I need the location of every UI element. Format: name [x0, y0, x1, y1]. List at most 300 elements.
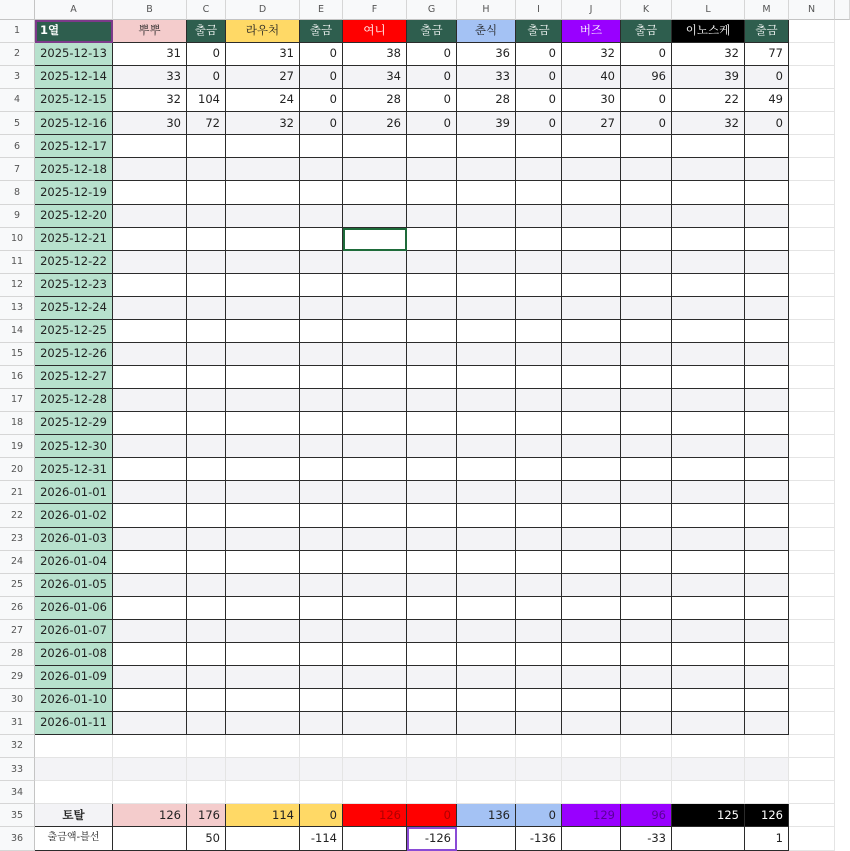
data-cell[interactable]: 0	[621, 89, 672, 112]
data-cell[interactable]	[562, 228, 621, 251]
data-cell[interactable]	[407, 412, 457, 435]
data-cell[interactable]	[789, 43, 835, 66]
data-cell[interactable]	[343, 712, 407, 735]
data-cell[interactable]	[789, 504, 835, 527]
data-cell[interactable]	[745, 274, 789, 297]
empty-cell[interactable]	[457, 758, 516, 781]
data-cell[interactable]	[113, 297, 187, 320]
data-cell[interactable]	[187, 551, 226, 574]
row-header-14[interactable]: 14	[0, 320, 35, 343]
row-header-33[interactable]: 33	[0, 758, 35, 781]
data-cell[interactable]: 40	[562, 66, 621, 89]
row-header-16[interactable]: 16	[0, 366, 35, 389]
total-cell[interactable]: 176	[187, 804, 226, 827]
date-cell[interactable]: 2025-12-24	[35, 297, 113, 320]
data-cell[interactable]	[113, 551, 187, 574]
data-cell[interactable]	[789, 666, 835, 689]
data-cell[interactable]	[672, 158, 745, 181]
data-cell[interactable]	[457, 597, 516, 620]
data-cell[interactable]	[745, 597, 789, 620]
empty-cell[interactable]	[343, 735, 407, 758]
row-header-7[interactable]: 7	[0, 158, 35, 181]
data-cell[interactable]	[457, 689, 516, 712]
data-cell[interactable]: 32	[562, 43, 621, 66]
row-header-4[interactable]: 4	[0, 89, 35, 112]
header-cell-J[interactable]: 버즈	[562, 20, 621, 43]
data-cell[interactable]	[789, 251, 835, 274]
empty-cell[interactable]	[300, 735, 343, 758]
empty-cell[interactable]	[672, 758, 745, 781]
data-cell[interactable]	[516, 320, 562, 343]
row-header-23[interactable]: 23	[0, 528, 35, 551]
data-cell[interactable]	[457, 504, 516, 527]
data-cell[interactable]: 30	[562, 89, 621, 112]
data-cell[interactable]	[745, 435, 789, 458]
empty-cell[interactable]	[226, 758, 300, 781]
data-cell[interactable]	[672, 228, 745, 251]
data-cell[interactable]	[562, 297, 621, 320]
data-cell[interactable]	[745, 551, 789, 574]
data-cell[interactable]	[621, 689, 672, 712]
date-cell[interactable]: 2025-12-28	[35, 389, 113, 412]
data-cell[interactable]: 28	[343, 89, 407, 112]
data-cell[interactable]	[226, 620, 300, 643]
row-header-27[interactable]: 27	[0, 620, 35, 643]
data-cell[interactable]	[407, 712, 457, 735]
date-cell[interactable]: 2026-01-06	[35, 597, 113, 620]
header-cell-G[interactable]: 출금	[407, 20, 457, 43]
empty-cell[interactable]	[300, 758, 343, 781]
data-cell[interactable]	[407, 205, 457, 228]
data-cell[interactable]: 31	[226, 43, 300, 66]
data-cell[interactable]	[226, 597, 300, 620]
data-cell[interactable]: 32	[226, 112, 300, 135]
data-cell[interactable]	[343, 251, 407, 274]
data-cell[interactable]	[407, 135, 457, 158]
data-cell[interactable]	[457, 481, 516, 504]
empty-cell[interactable]	[457, 781, 516, 804]
data-cell[interactable]	[187, 597, 226, 620]
data-cell[interactable]	[343, 435, 407, 458]
data-cell[interactable]	[187, 297, 226, 320]
empty-cell[interactable]	[407, 758, 457, 781]
data-cell[interactable]	[621, 597, 672, 620]
header-cell-H[interactable]: 춘식	[457, 20, 516, 43]
data-cell[interactable]	[407, 389, 457, 412]
data-cell[interactable]	[300, 435, 343, 458]
data-cell[interactable]	[226, 435, 300, 458]
data-cell[interactable]	[300, 574, 343, 597]
empty-cell[interactable]	[343, 758, 407, 781]
data-cell[interactable]	[516, 528, 562, 551]
data-cell[interactable]	[226, 712, 300, 735]
diff-cell[interactable]: -33	[621, 827, 672, 850]
diff-cell[interactable]: -126	[407, 827, 457, 850]
data-cell[interactable]	[300, 551, 343, 574]
data-cell[interactable]	[672, 504, 745, 527]
data-cell[interactable]	[343, 666, 407, 689]
data-cell[interactable]	[789, 228, 835, 251]
empty-cell[interactable]	[789, 735, 835, 758]
total-cell[interactable]: 126	[745, 804, 789, 827]
data-cell[interactable]	[745, 528, 789, 551]
data-cell[interactable]	[226, 274, 300, 297]
data-cell[interactable]	[113, 689, 187, 712]
empty-cell[interactable]	[187, 735, 226, 758]
data-cell[interactable]	[226, 551, 300, 574]
column-header-B[interactable]: B	[113, 0, 187, 20]
empty-cell[interactable]	[343, 781, 407, 804]
data-cell[interactable]	[745, 181, 789, 204]
row-header-19[interactable]: 19	[0, 435, 35, 458]
column-header-C[interactable]: C	[187, 0, 226, 20]
data-cell[interactable]	[621, 481, 672, 504]
data-cell[interactable]	[562, 643, 621, 666]
data-cell[interactable]	[407, 274, 457, 297]
data-cell[interactable]	[621, 251, 672, 274]
data-cell[interactable]	[789, 458, 835, 481]
data-cell[interactable]	[300, 181, 343, 204]
data-cell[interactable]	[621, 412, 672, 435]
data-cell[interactable]: 0	[516, 66, 562, 89]
data-cell[interactable]	[672, 458, 745, 481]
data-cell[interactable]	[300, 297, 343, 320]
data-cell[interactable]	[672, 528, 745, 551]
date-cell[interactable]: 2025-12-25	[35, 320, 113, 343]
data-cell[interactable]	[226, 643, 300, 666]
data-cell[interactable]	[343, 158, 407, 181]
data-cell[interactable]	[300, 458, 343, 481]
data-cell[interactable]	[621, 574, 672, 597]
row-header-13[interactable]: 13	[0, 297, 35, 320]
column-header-K[interactable]: K	[621, 0, 672, 20]
data-cell[interactable]: 22	[672, 89, 745, 112]
data-cell[interactable]	[300, 251, 343, 274]
date-cell[interactable]: 2025-12-30	[35, 435, 113, 458]
row-header-12[interactable]: 12	[0, 274, 35, 297]
data-cell[interactable]	[343, 389, 407, 412]
total-cell[interactable]: 0	[516, 804, 562, 827]
empty-cell[interactable]	[621, 758, 672, 781]
data-cell[interactable]	[113, 158, 187, 181]
empty-cell[interactable]	[789, 804, 835, 827]
data-cell[interactable]: 26	[343, 112, 407, 135]
date-cell[interactable]: 2025-12-13	[35, 43, 113, 66]
date-cell[interactable]: 2026-01-05	[35, 574, 113, 597]
date-cell[interactable]: 2025-12-18	[35, 158, 113, 181]
data-cell[interactable]	[226, 504, 300, 527]
row-header-22[interactable]: 22	[0, 504, 35, 527]
data-cell[interactable]	[457, 666, 516, 689]
data-cell[interactable]	[457, 435, 516, 458]
data-cell[interactable]	[343, 228, 407, 251]
date-cell[interactable]: 2026-01-11	[35, 712, 113, 735]
data-cell[interactable]	[187, 412, 226, 435]
data-cell[interactable]	[113, 135, 187, 158]
total-cell[interactable]: 0	[300, 804, 343, 827]
empty-cell[interactable]	[300, 781, 343, 804]
data-cell[interactable]	[672, 551, 745, 574]
data-cell[interactable]	[187, 528, 226, 551]
empty-cell[interactable]	[226, 781, 300, 804]
header-cell-M[interactable]: 출금	[745, 20, 789, 43]
data-cell[interactable]: 0	[745, 112, 789, 135]
data-cell[interactable]: 0	[300, 89, 343, 112]
data-cell[interactable]	[621, 435, 672, 458]
data-cell[interactable]	[457, 181, 516, 204]
diff-cell[interactable]	[672, 827, 745, 850]
data-cell[interactable]	[789, 66, 835, 89]
data-cell[interactable]	[407, 181, 457, 204]
empty-cell[interactable]	[562, 758, 621, 781]
data-cell[interactable]	[226, 343, 300, 366]
date-cell[interactable]: 2026-01-10	[35, 689, 113, 712]
diff-cell[interactable]	[343, 827, 407, 850]
row-header-8[interactable]: 8	[0, 181, 35, 204]
data-cell[interactable]	[672, 389, 745, 412]
data-cell[interactable]	[407, 643, 457, 666]
date-cell[interactable]: 2025-12-16	[35, 112, 113, 135]
data-cell[interactable]	[562, 597, 621, 620]
data-cell[interactable]: 0	[621, 43, 672, 66]
data-cell[interactable]: 0	[300, 66, 343, 89]
data-cell[interactable]	[343, 620, 407, 643]
empty-cell[interactable]	[35, 735, 113, 758]
data-cell[interactable]	[745, 158, 789, 181]
empty-cell[interactable]	[745, 781, 789, 804]
select-all-corner[interactable]	[0, 0, 35, 20]
data-cell[interactable]	[745, 712, 789, 735]
data-cell[interactable]	[562, 158, 621, 181]
data-cell[interactable]: 0	[187, 43, 226, 66]
empty-cell[interactable]	[407, 735, 457, 758]
data-cell[interactable]	[621, 528, 672, 551]
data-cell[interactable]	[621, 712, 672, 735]
data-cell[interactable]	[621, 181, 672, 204]
data-cell[interactable]	[300, 620, 343, 643]
empty-cell[interactable]	[35, 758, 113, 781]
data-cell[interactable]	[226, 666, 300, 689]
data-cell[interactable]	[407, 481, 457, 504]
data-cell[interactable]	[562, 181, 621, 204]
row-header-26[interactable]: 26	[0, 597, 35, 620]
data-cell[interactable]	[516, 228, 562, 251]
row-header-5[interactable]: 5	[0, 112, 35, 135]
column-header-E[interactable]: E	[300, 0, 343, 20]
data-cell[interactable]	[113, 597, 187, 620]
total-cell[interactable]: 126	[343, 804, 407, 827]
empty-cell[interactable]	[457, 735, 516, 758]
data-cell[interactable]	[457, 297, 516, 320]
header-cell-L[interactable]: 이노스케	[672, 20, 745, 43]
data-cell[interactable]	[789, 689, 835, 712]
data-cell[interactable]	[457, 158, 516, 181]
date-cell[interactable]: 2026-01-01	[35, 481, 113, 504]
data-cell[interactable]	[300, 504, 343, 527]
total-cell[interactable]: 96	[621, 804, 672, 827]
date-cell[interactable]: 2026-01-07	[35, 620, 113, 643]
data-cell[interactable]	[621, 366, 672, 389]
data-cell[interactable]	[407, 158, 457, 181]
data-cell[interactable]	[407, 435, 457, 458]
data-cell[interactable]: 0	[516, 43, 562, 66]
data-cell[interactable]: 27	[226, 66, 300, 89]
data-cell[interactable]	[621, 389, 672, 412]
data-cell[interactable]	[343, 528, 407, 551]
data-cell[interactable]	[745, 228, 789, 251]
data-cell[interactable]	[113, 205, 187, 228]
data-cell[interactable]	[226, 366, 300, 389]
date-cell[interactable]: 2025-12-14	[35, 66, 113, 89]
data-cell[interactable]	[562, 274, 621, 297]
data-cell[interactable]	[226, 158, 300, 181]
data-cell[interactable]	[672, 135, 745, 158]
data-cell[interactable]: 33	[113, 66, 187, 89]
data-cell[interactable]	[343, 689, 407, 712]
data-cell[interactable]	[516, 574, 562, 597]
data-cell[interactable]	[226, 389, 300, 412]
data-cell[interactable]	[562, 689, 621, 712]
data-cell[interactable]	[187, 158, 226, 181]
data-cell[interactable]: 33	[457, 66, 516, 89]
total-cell[interactable]: 125	[672, 804, 745, 827]
data-cell[interactable]	[113, 643, 187, 666]
data-cell[interactable]	[300, 343, 343, 366]
date-cell[interactable]: 2025-12-23	[35, 274, 113, 297]
data-cell[interactable]	[562, 205, 621, 228]
data-cell[interactable]	[516, 274, 562, 297]
data-cell[interactable]	[300, 320, 343, 343]
data-cell[interactable]	[300, 412, 343, 435]
data-cell[interactable]	[113, 712, 187, 735]
row-header-15[interactable]: 15	[0, 343, 35, 366]
data-cell[interactable]: 38	[343, 43, 407, 66]
data-cell[interactable]	[300, 366, 343, 389]
data-cell[interactable]	[672, 574, 745, 597]
header-cell-B[interactable]: 뿌뿌	[113, 20, 187, 43]
data-cell[interactable]	[562, 504, 621, 527]
data-cell[interactable]	[789, 643, 835, 666]
data-cell[interactable]	[343, 412, 407, 435]
data-cell[interactable]	[113, 620, 187, 643]
data-cell[interactable]: 0	[745, 66, 789, 89]
column-header-I[interactable]: I	[516, 0, 562, 20]
row-header-17[interactable]: 17	[0, 389, 35, 412]
data-cell[interactable]	[187, 205, 226, 228]
data-cell[interactable]	[516, 205, 562, 228]
column-header-F[interactable]: F	[343, 0, 407, 20]
data-cell[interactable]	[672, 689, 745, 712]
data-cell[interactable]	[226, 528, 300, 551]
data-cell[interactable]	[407, 228, 457, 251]
data-cell[interactable]	[407, 551, 457, 574]
data-cell[interactable]	[789, 343, 835, 366]
empty-cell[interactable]	[516, 781, 562, 804]
data-cell[interactable]	[621, 158, 672, 181]
date-cell[interactable]: 2026-01-02	[35, 504, 113, 527]
data-cell[interactable]	[745, 205, 789, 228]
data-cell[interactable]	[672, 643, 745, 666]
data-cell[interactable]	[407, 620, 457, 643]
data-cell[interactable]: 0	[516, 112, 562, 135]
header-cell-A[interactable]: 1열	[35, 20, 113, 43]
data-cell[interactable]	[407, 343, 457, 366]
data-cell[interactable]	[226, 135, 300, 158]
data-cell[interactable]	[516, 343, 562, 366]
data-cell[interactable]	[343, 320, 407, 343]
data-cell[interactable]	[226, 574, 300, 597]
data-cell[interactable]	[457, 712, 516, 735]
data-cell[interactable]	[187, 458, 226, 481]
data-cell[interactable]	[516, 158, 562, 181]
data-cell[interactable]	[113, 181, 187, 204]
data-cell[interactable]	[621, 620, 672, 643]
data-cell[interactable]	[562, 712, 621, 735]
row-header-1[interactable]: 1	[0, 20, 35, 43]
data-cell[interactable]	[562, 620, 621, 643]
data-cell[interactable]	[516, 597, 562, 620]
data-cell[interactable]	[343, 366, 407, 389]
data-cell[interactable]	[300, 158, 343, 181]
total-cell[interactable]: 114	[226, 804, 300, 827]
data-cell[interactable]: 0	[407, 66, 457, 89]
data-cell[interactable]	[113, 528, 187, 551]
data-cell[interactable]	[789, 574, 835, 597]
data-cell[interactable]	[789, 389, 835, 412]
data-cell[interactable]	[343, 504, 407, 527]
date-cell[interactable]: 2025-12-22	[35, 251, 113, 274]
data-cell[interactable]	[789, 366, 835, 389]
data-cell[interactable]	[187, 435, 226, 458]
data-cell[interactable]	[789, 297, 835, 320]
data-cell[interactable]	[789, 205, 835, 228]
data-cell[interactable]	[226, 297, 300, 320]
data-cell[interactable]: 39	[672, 66, 745, 89]
data-cell[interactable]	[457, 251, 516, 274]
empty-cell[interactable]	[672, 781, 745, 804]
data-cell[interactable]: 27	[562, 112, 621, 135]
data-cell[interactable]: 39	[457, 112, 516, 135]
empty-cell[interactable]	[113, 781, 187, 804]
column-header-G[interactable]: G	[407, 0, 457, 20]
data-cell[interactable]: 96	[621, 66, 672, 89]
data-cell[interactable]	[562, 551, 621, 574]
data-cell[interactable]	[113, 412, 187, 435]
data-cell[interactable]: 0	[516, 89, 562, 112]
data-cell[interactable]	[187, 574, 226, 597]
data-cell[interactable]	[562, 343, 621, 366]
header-cell-K[interactable]: 출금	[621, 20, 672, 43]
data-cell[interactable]: 0	[187, 66, 226, 89]
data-cell[interactable]	[187, 366, 226, 389]
data-cell[interactable]	[300, 689, 343, 712]
data-cell[interactable]	[113, 389, 187, 412]
data-cell[interactable]: 0	[407, 112, 457, 135]
row-header-35[interactable]: 35	[0, 804, 35, 827]
data-cell[interactable]	[343, 274, 407, 297]
data-cell[interactable]	[457, 458, 516, 481]
data-cell[interactable]	[562, 135, 621, 158]
data-cell[interactable]	[745, 481, 789, 504]
data-cell[interactable]	[113, 458, 187, 481]
row-header-30[interactable]: 30	[0, 689, 35, 712]
empty-cell[interactable]	[187, 758, 226, 781]
data-cell[interactable]	[621, 458, 672, 481]
data-cell[interactable]: 32	[672, 112, 745, 135]
row-header-32[interactable]: 32	[0, 735, 35, 758]
data-cell[interactable]	[516, 620, 562, 643]
data-cell[interactable]	[343, 135, 407, 158]
